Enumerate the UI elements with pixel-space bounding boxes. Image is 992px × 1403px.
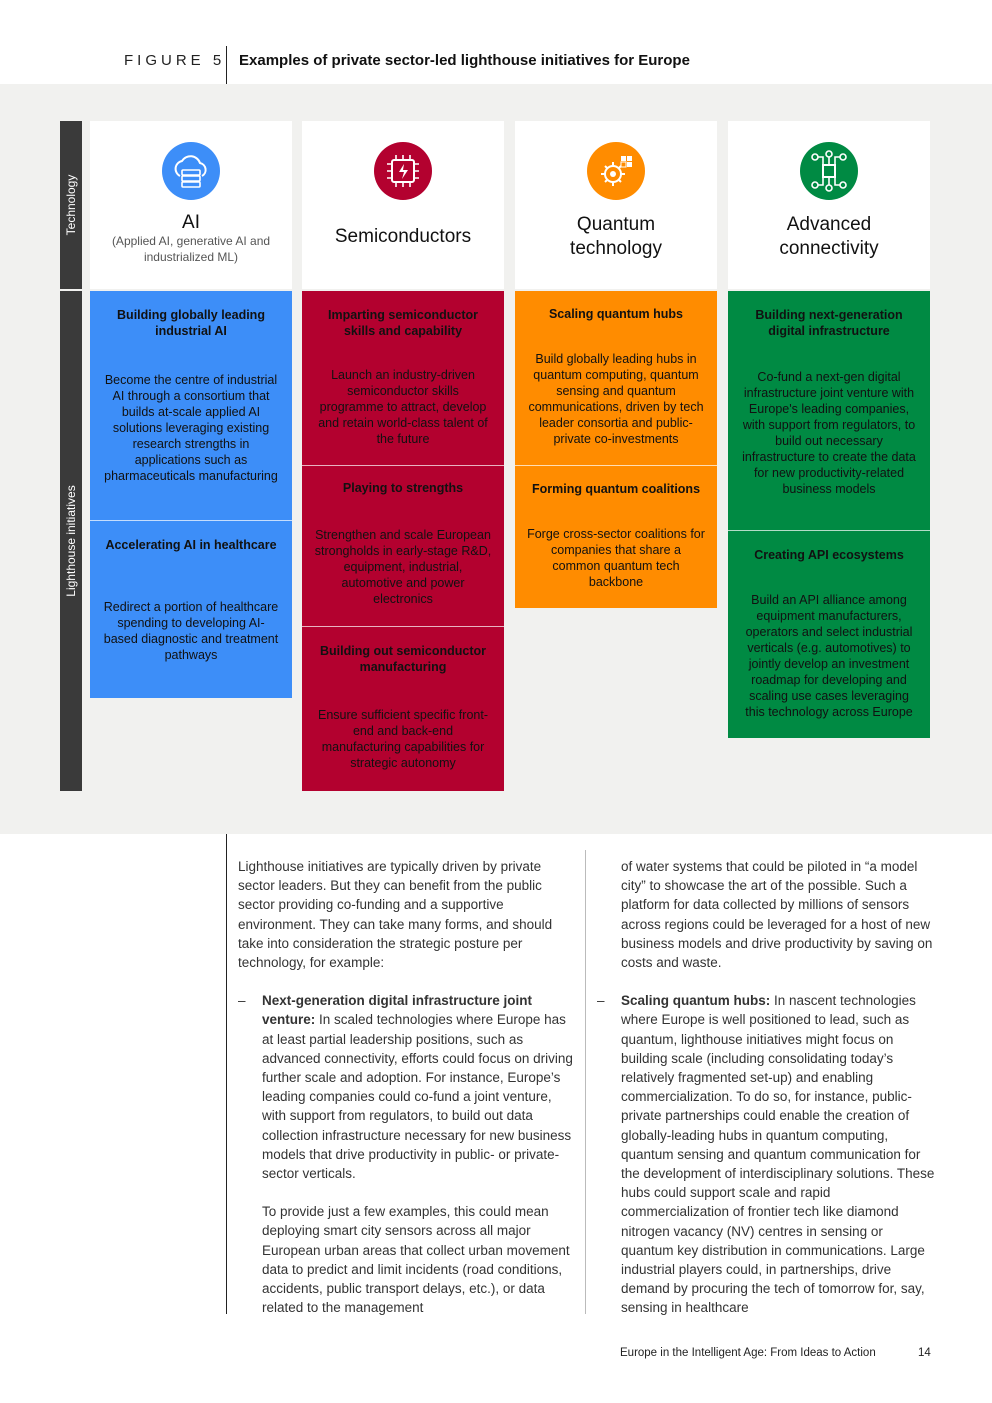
card-title: Accelerating AI in healthcare bbox=[105, 538, 277, 552]
cloud-server-icon bbox=[162, 142, 220, 200]
card-title: Playing to strengths bbox=[342, 481, 464, 495]
footer-title bbox=[620, 1347, 876, 1359]
column-title-semiconductors: Semiconductors bbox=[334, 226, 472, 247]
column-subtitle-ai: (Applied AI, generative AI and industrialized ML) bbox=[111, 234, 271, 264]
left-text-column bbox=[238, 857, 574, 1317]
card-body: Forge cross-sector coalitions for companies that share a common quantum tech backbone bbox=[527, 527, 705, 589]
bullet-text: In scaled technologies where Europe has at least partial leadership positions, such as advanced connectivity, efforts could focus on driving further scale and adoption. For instance, Europe’s leading companies could co-fund a joint venture, with support from regulators, to build out data collection infrastructure necessary for new business models that drive productivity in public- or private-sector verticals. bbox=[262, 1012, 573, 1182]
semiconductor-cards bbox=[302, 291, 504, 791]
connectivity-cards bbox=[728, 291, 930, 738]
card-body: Ensure sufficient specific front-end and back-end manufacturing capabilities for strategic autonomy bbox=[318, 708, 488, 770]
bullet-lead: Next-generation digital infrastructure joint venture: bbox=[262, 993, 533, 1028]
ai-cards bbox=[90, 291, 292, 698]
card-title: Imparting semiconductor skills and capability bbox=[327, 308, 479, 338]
lighthouse-side-label bbox=[60, 291, 82, 791]
page-number: 14 bbox=[918, 1347, 931, 1359]
footer-title-rest: From Ideas to Action bbox=[767, 1347, 876, 1359]
card-divider bbox=[90, 520, 292, 521]
column-header-connectivity bbox=[728, 121, 930, 289]
text-column-divider bbox=[226, 834, 227, 1314]
bullet-continuation: To provide just a few examples, this could mean deploying smart city sensors across all major European urban areas that collect urban movement data to predict and limit incidents (road conditions, accidents, public transport delays, etc.), or data related to the management bbox=[262, 1204, 570, 1316]
card-body: Become the centre of industrial AI through a consortium that builds at-scale applied AI solutions leveraging existing research strengths in applications such as pharmaceuticals manufacturing bbox=[104, 373, 278, 483]
column-title-quantum: Quantum technology bbox=[570, 214, 662, 259]
continued-paragraph: of water systems that could be piloted in “a model city” to showcase the art of the possible. Such a platform for data collected by millions of sensors across regions could be leveraged for a host of new business models and drive productivity by saving on costs and waste. bbox=[621, 859, 933, 971]
card-body: Strengthen and scale European strongholds in early-stage R&D, equipment, industrial, automotive and power electronics bbox=[314, 528, 492, 606]
column-header-semiconductors bbox=[302, 121, 504, 289]
card-title: Building next-generation digital infrastructure bbox=[755, 308, 903, 338]
footer-title-bold: Europe in the Intelligent Age: bbox=[620, 1347, 768, 1359]
card-body: Build globally leading hubs in quantum computing, quantum sensing and quantum communications, driven by tech leader consortia and public-private co-investments bbox=[528, 352, 704, 446]
card-title: Building globally leading industrial AI bbox=[117, 308, 265, 338]
column-header-ai bbox=[90, 121, 292, 289]
bullet-lead: Scaling quantum hubs: bbox=[621, 993, 771, 1009]
intro-paragraph: Lighthouse initiatives are typically driven by private sector leaders. But they can benefit from the public sector providing co-funding and a supportive environment. They can take many forms, and should take into consideration the strategic posture per technology, for example: bbox=[238, 859, 553, 971]
quantum-gear-icon bbox=[587, 142, 645, 200]
card-title: Creating API ecosystems bbox=[754, 548, 904, 562]
figure-label: FIGURE 5 bbox=[124, 52, 226, 69]
right-text-column bbox=[597, 857, 935, 1318]
bullet-quantum-hubs bbox=[597, 991, 935, 1317]
lighthouse-label-text: Lighthouse initiatives bbox=[64, 485, 78, 597]
technology-side-label bbox=[60, 121, 82, 289]
header-divider bbox=[226, 46, 227, 84]
quantum-cards bbox=[515, 291, 717, 608]
figure-title: Examples of private sector-led lighthouse initiatives for Europe bbox=[239, 52, 690, 69]
bullet-text: In nascent technologies where Europe is well positioned to lead, such as quantum, lighthouse initiatives might focus on building scale (including consolidating today’s relatively fragmented set-up) and enabling commercialization. To do so, for instance, public-private partnerships could enable the creation of globally-leading hubs in quantum computing, quantum sensing and quantum communication for the development of interdisciplinary solutions. These hubs could support scale and rapid commercialization of frontier tech like diamond nitrogen vacancy (NV) centres in sensing or quantum key distribution in communications. Large industrial players could, in partnerships, drive demand by procuring the tech of tomorrow for, say, sensing in healthcare bbox=[621, 993, 935, 1316]
card-divider bbox=[302, 465, 504, 466]
column-title-connectivity: Advanced connectivity bbox=[779, 214, 879, 259]
technology-label-text: Technology bbox=[64, 174, 78, 236]
bullet-dash: – bbox=[238, 993, 246, 1009]
card-body: Launch an industry-driven semiconductor skills programme to attract, develop and retain world-class talent of the future bbox=[318, 368, 488, 446]
card-divider bbox=[302, 626, 504, 627]
card-title: Building out semiconductor manufacturing bbox=[320, 644, 486, 674]
bullet-dash: – bbox=[597, 993, 605, 1009]
card-body: Build an API alliance among equipment manufacturers, operators and select industrial verticals (e.g. automotives) to jointly develop an investment roadmap for developing and scaling use cases leveraging this technology across Europe bbox=[745, 593, 913, 719]
card-title: Forming quantum coalitions bbox=[531, 482, 701, 496]
card-body: Co-fund a next-gen digital infrastructure joint venture with Europe's leading companies, with support from regulators, to build out necessary infrastructure to create the data for new productivity-related business models bbox=[742, 370, 916, 496]
bullet-digital-infrastructure bbox=[238, 991, 574, 1317]
card-divider bbox=[728, 530, 930, 531]
card-title: Scaling quantum hubs bbox=[548, 307, 684, 321]
chip-icon bbox=[374, 142, 432, 200]
card-divider bbox=[515, 465, 717, 466]
network-icon bbox=[800, 142, 858, 200]
column-header-quantum bbox=[515, 121, 717, 289]
card-body: Redirect a portion of healthcare spending to developing AI-based diagnostic and treatment pathways bbox=[103, 600, 279, 662]
text-column-divider bbox=[585, 850, 586, 1314]
column-title-ai: AI bbox=[182, 212, 200, 233]
